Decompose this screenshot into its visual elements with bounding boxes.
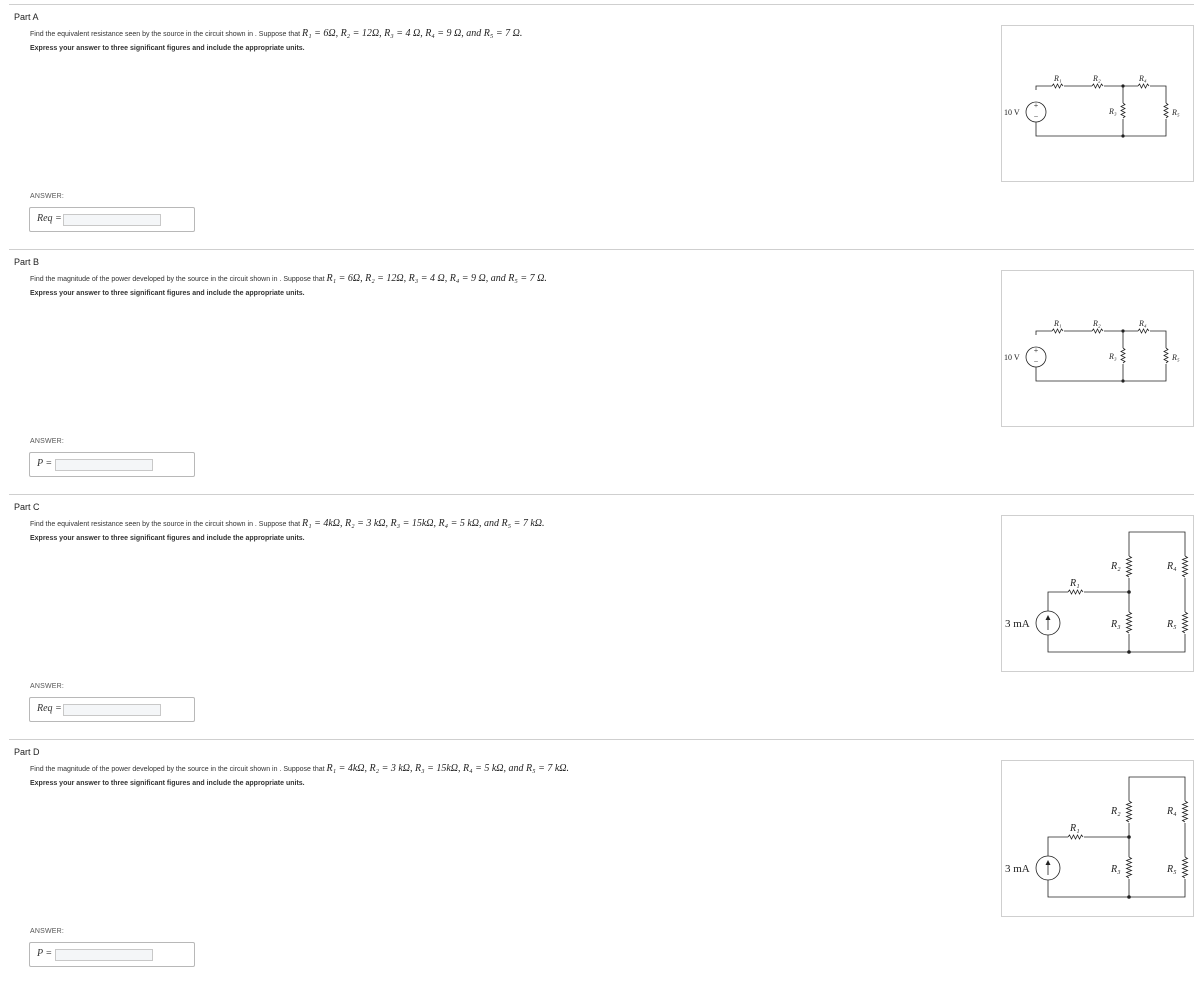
- r2-label: R₂: [1093, 319, 1101, 328]
- circuit-figure: [1001, 760, 1194, 917]
- answer-label: ANSWER:: [30, 438, 65, 445]
- answer-variable: P =: [37, 458, 53, 469]
- r4-label: R₄: [1167, 806, 1177, 817]
- circuit-diagram: [1002, 271, 1193, 426]
- r1-label: R₁: [1070, 578, 1080, 589]
- divider: [9, 249, 1194, 250]
- question-prefix: Find the equivalent resistance seen by the source in the circuit shown in . Suppose that: [30, 521, 302, 528]
- r4-label: R₄: [1139, 74, 1147, 83]
- r4-label: R₄: [1139, 319, 1147, 328]
- question-values: R₁ = 6Ω, R₂ = 12Ω, R₃ = 4 Ω, R₄ = 9 Ω, and R₅ = 7 Ω.: [302, 28, 523, 39]
- source-label: 3 mA: [1005, 863, 1030, 875]
- instruction-text: Express your answer to three significant figures and include the appropriate units.: [30, 45, 305, 52]
- answer-box: [29, 452, 195, 477]
- r5-label: R₅: [1172, 108, 1180, 117]
- part-d: [0, 739, 1200, 984]
- answer-label: ANSWER:: [30, 683, 65, 690]
- answer-variable: Req =: [37, 213, 62, 224]
- r3-label: R₃: [1109, 107, 1117, 116]
- part-title: Part D: [14, 747, 40, 757]
- instruction-text: Express your answer to three significant figures and include the appropriate units.: [30, 780, 305, 787]
- question-text: [30, 518, 545, 529]
- question-text: [30, 763, 569, 774]
- r3-label: R₃: [1111, 864, 1121, 875]
- circuit-figure: [1001, 270, 1194, 427]
- r2-label: R₂: [1111, 806, 1121, 817]
- r5-label: R₅: [1167, 864, 1177, 875]
- part-title: Part A: [14, 12, 39, 22]
- question-values: R₁ = 6Ω, R₂ = 12Ω, R₃ = 4 Ω, R₄ = 9 Ω, and R₅ = 7 Ω.: [326, 273, 547, 284]
- circuit-figure: [1001, 515, 1194, 672]
- answer-box: [29, 207, 195, 232]
- answer-input[interactable]: [63, 704, 161, 716]
- question-text: [30, 28, 522, 39]
- minus-sign: −: [1033, 357, 1039, 366]
- divider: [9, 4, 1194, 5]
- circuit-figure: [1001, 25, 1194, 182]
- question-prefix: Find the magnitude of the power developed by the source in the circuit shown in . Suppose that: [30, 276, 327, 283]
- r1-label: R₁: [1054, 74, 1062, 83]
- part-b: [0, 249, 1200, 494]
- answer-label: ANSWER:: [30, 928, 65, 935]
- answer-input[interactable]: [55, 459, 153, 471]
- answer-input[interactable]: [55, 949, 153, 961]
- circuit-diagram: [1002, 516, 1193, 671]
- divider: [9, 494, 1194, 495]
- answer-box: [29, 942, 195, 967]
- source-label: 10 V: [1004, 108, 1020, 117]
- divider: [9, 739, 1194, 740]
- r5-label: R₅: [1167, 619, 1177, 630]
- answer-label: ANSWER:: [30, 193, 65, 200]
- r3-label: R₃: [1109, 352, 1117, 361]
- part-c: [0, 494, 1200, 739]
- part-title: Part C: [14, 502, 40, 512]
- part-title: Part B: [14, 257, 40, 267]
- r1-label: R₁: [1054, 319, 1062, 328]
- source-label: 10 V: [1004, 353, 1020, 362]
- instruction-text: Express your answer to three significant figures and include the appropriate units.: [30, 535, 305, 542]
- instruction-text: Express your answer to three significant figures and include the appropriate units.: [30, 290, 305, 297]
- circuit-diagram: [1002, 761, 1193, 916]
- plus-sign: +: [1033, 101, 1039, 110]
- r1-label: R₁: [1070, 823, 1080, 834]
- r3-label: R₃: [1111, 619, 1121, 630]
- plus-sign: +: [1033, 346, 1039, 355]
- r2-label: R₂: [1111, 561, 1121, 572]
- answer-variable: P =: [37, 948, 53, 959]
- r2-label: R₂: [1093, 74, 1101, 83]
- question-values: R₁ = 4kΩ, R₂ = 3 kΩ, R₃ = 15kΩ, R₄ = 5 kΩ, and R₅ = 7 kΩ.: [326, 763, 570, 774]
- question-text: [30, 273, 547, 284]
- answer-variable: Req =: [37, 703, 62, 714]
- question-prefix: Find the equivalent resistance seen by the source in the circuit shown in . Suppose that: [30, 31, 302, 38]
- circuit-diagram: [1002, 26, 1193, 181]
- question-prefix: Find the magnitude of the power developed by the source in the circuit shown in . Suppose that: [30, 766, 327, 773]
- source-label: 3 mA: [1005, 618, 1030, 630]
- part-a: [0, 4, 1200, 249]
- question-values: R₁ = 4kΩ, R₂ = 3 kΩ, R₃ = 15kΩ, R₄ = 5 kΩ, and R₅ = 7 kΩ.: [302, 518, 545, 529]
- r5-label: R₅: [1172, 353, 1180, 362]
- minus-sign: −: [1033, 112, 1039, 121]
- answer-input[interactable]: [63, 214, 161, 226]
- answer-box: [29, 697, 195, 722]
- r4-label: R₄: [1167, 561, 1177, 572]
